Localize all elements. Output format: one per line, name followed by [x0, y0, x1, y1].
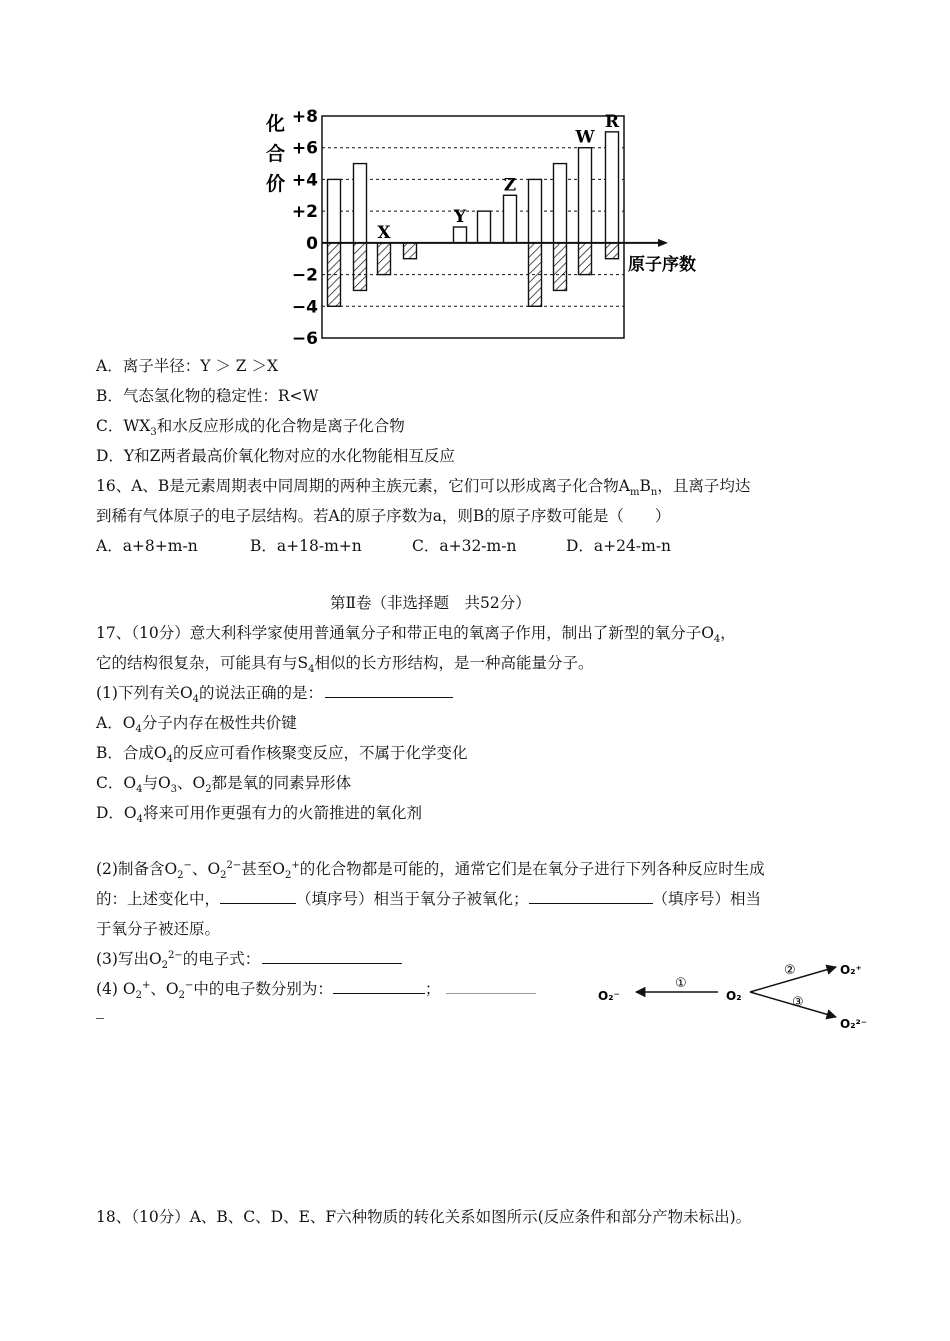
x-axis-label: 原子序数	[628, 254, 696, 275]
reaction-2-label: ②	[784, 963, 796, 978]
section-title: 第Ⅱ卷（非选择题 共52分）	[330, 594, 531, 612]
bar-positive-valence	[529, 179, 542, 242]
q17-part2-line2: 的：上述变化中， （填序号）相当于氧分子被氧化； （填序号）相当	[96, 890, 762, 908]
y-tick-label: 0	[306, 233, 318, 254]
bar-positive-valence	[554, 164, 567, 243]
q17-option-b: B．合成$O_4$的反应可看作核聚变反应，不属于化学变化	[96, 744, 468, 766]
q17-option-d: D．$O_4$将来可用作更强有力的火箭推进的氧化剂	[96, 804, 423, 826]
y-axis-label-char: 价	[266, 173, 286, 195]
q18-stem: 18、（10分）A、B、C、D、E、F六种物质的转化关系如图所示(反应条件和部分产物未标出)。	[96, 1208, 752, 1226]
q15-option-d: D．Y和Z两者最高价氧化物对应的水化物能相互反应	[96, 447, 455, 465]
bar-positive-valence	[354, 164, 367, 243]
stray-mark	[96, 1018, 104, 1019]
q17-part2-line1: (2)制备含$O_2^-$、$O_2^{2-}$甚至$O_2^+$的化合物都是可能的，通常它们是在氧分子进行下列各种反应时生成	[96, 859, 765, 882]
q16-stem-line2: 到稀有气体原子的电子层结构。若A的原子序数为a，则B的原子序数可能是（ ）	[96, 507, 671, 525]
bar-positive-valence	[478, 211, 491, 243]
bars	[328, 132, 619, 306]
q17-option-a: A．$O_4$分子内存在极性共价键	[96, 714, 297, 736]
q16-option-a: A．a+8+m-n	[96, 537, 198, 555]
element-label: Z	[503, 175, 517, 196]
bar-negative-valence	[579, 243, 592, 275]
q17-part1: (1)下列有关$O_4$的说法正确的是：	[96, 682, 453, 704]
q17-electron-formula-blank[interactable]	[262, 948, 402, 964]
element-label: X	[377, 222, 391, 243]
bar-negative-valence	[606, 243, 619, 259]
y-tick-label: +8	[291, 107, 318, 127]
bar-negative-valence	[554, 243, 567, 291]
valence-chart	[262, 107, 696, 349]
bar-positive-valence	[454, 227, 467, 243]
bar-positive-valence	[606, 132, 619, 243]
y-tick-label: −2	[291, 265, 318, 286]
species-o2-2minus: O₂²⁻	[840, 1017, 868, 1031]
bar-positive-valence	[579, 148, 592, 243]
y-axis-label-char: 化	[266, 113, 286, 135]
q16-option-b: B．a+18-m+n	[250, 537, 362, 555]
species-o2-plus: O₂⁺	[840, 963, 862, 977]
y-axis-label	[265, 113, 285, 195]
q17-part3: (3)写出$O_2^{2-}$的电子式：	[96, 948, 402, 970]
q17-reduced-blank[interactable]	[529, 888, 653, 904]
q16-stem-line1: 16、A、B是元素周期表中同周期的两种主族元素，它们可以形成离子化合物$A_mB_n$，且离子均达	[96, 477, 751, 499]
q17-electron-count-blank-2[interactable]	[446, 978, 536, 994]
q17-part1-answer-blank[interactable]	[325, 682, 453, 698]
y-tick-label: +2	[291, 202, 318, 223]
y-tick-label: −6	[291, 329, 318, 349]
bar-negative-valence	[404, 243, 417, 259]
species-o2-minus: O₂⁻	[598, 989, 620, 1003]
species-o2: O₂	[726, 989, 742, 1003]
q17-stem-line1: 17、（10分）意大利科学家使用普通氧分子和带正电的氧离子作用，制出了新型的氧分子$O_4$，	[96, 624, 736, 646]
bar-positive-valence	[328, 179, 341, 242]
y-tick-label: +6	[291, 138, 318, 159]
oxygen-reaction-scheme	[596, 962, 876, 1032]
q16-option-d: D．a+24-m-n	[566, 537, 672, 555]
element-label: W	[575, 127, 595, 148]
q17-electron-count-blank-1[interactable]	[333, 978, 425, 994]
bar-negative-valence	[529, 243, 542, 306]
q17-stem-line2: 它的结构很复杂，可能具有与$S_4$相似的长方形结构，是一种高能量分子。	[96, 654, 594, 676]
y-tick-label: −4	[291, 297, 318, 318]
q17-option-c: C．$O_4$与$O_3$、$O_2$都是氧的同素异形体	[96, 774, 352, 796]
y-tick-labels	[292, 107, 318, 349]
q17-part2-line3: 于氧分子被还原。	[96, 920, 221, 938]
bar-negative-valence	[378, 243, 391, 275]
y-tick-label: +4	[291, 170, 318, 191]
q15-option-b: B．气态氢化物的稳定性：R<W	[96, 387, 319, 405]
q15-option-a: A．离子半径：Y ＞ Z ＞X	[96, 357, 279, 375]
x-axis-arrowhead	[658, 239, 668, 247]
q16-option-c: C．a+32-m-n	[412, 537, 517, 555]
y-axis-label-char: 合	[266, 143, 286, 165]
element-label: Y	[453, 207, 467, 227]
reaction-1-label: ①	[675, 976, 687, 991]
bar-positive-valence	[504, 195, 517, 243]
q17-part4: (4) $O_2^+$、$O_2^-$中的电子数分别为： ；	[96, 978, 536, 1000]
q15-option-c: C．$WX_3$和水反应形成的化合物是离子化合物	[96, 417, 405, 439]
bar-negative-valence	[354, 243, 367, 291]
reaction-3-label: ③	[792, 995, 804, 1010]
q17-oxidized-blank[interactable]	[220, 888, 296, 904]
bar-negative-valence	[328, 243, 341, 306]
element-label: R	[604, 111, 620, 132]
